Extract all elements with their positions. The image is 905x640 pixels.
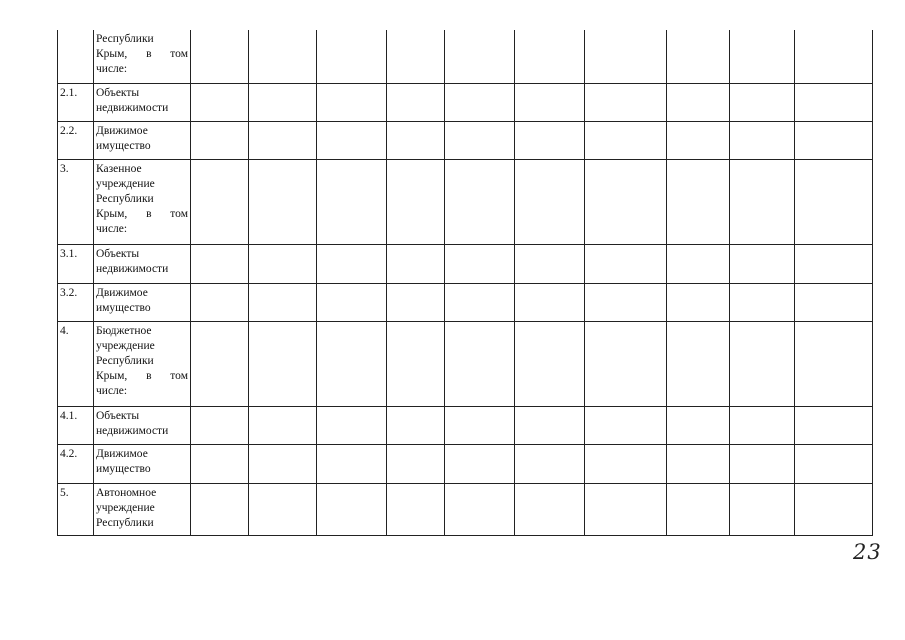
table-cell: [249, 406, 317, 444]
row-number: 3.1.: [58, 244, 94, 283]
table-cell: [585, 444, 667, 483]
table-cell: [585, 321, 667, 406]
table-cell: [445, 283, 515, 321]
table-cell: [317, 444, 387, 483]
table-cell: [795, 30, 873, 83]
table-cell: [730, 121, 795, 159]
table-row: [58, 406, 873, 444]
table-row: [58, 244, 873, 283]
row-number: 2.2.: [58, 121, 94, 159]
table-cell: [445, 83, 515, 121]
table-cell: [317, 83, 387, 121]
table-cell: [585, 244, 667, 283]
row-label: [94, 444, 191, 483]
table-cell: [730, 321, 795, 406]
table-cell: [191, 244, 249, 283]
table-cell: [249, 159, 317, 244]
table-cell: [515, 121, 585, 159]
row-label-line: числе:: [96, 63, 128, 76]
table-cell: [387, 244, 445, 283]
table-row: [58, 444, 873, 483]
row-label-line: Движимое: [96, 124, 148, 137]
table-cell: [515, 283, 585, 321]
row-label-line: Объекты: [96, 409, 140, 422]
table-cell: [730, 244, 795, 283]
table-cell: [191, 83, 249, 121]
table-cell: [445, 444, 515, 483]
row-label-line: имущество: [96, 301, 151, 314]
table-cell: [445, 159, 515, 244]
table-cell: [667, 121, 730, 159]
table-cell: [667, 444, 730, 483]
row-number: 4.: [58, 321, 94, 406]
table-cell: [795, 121, 873, 159]
row-label-line: недвижимости: [96, 262, 169, 275]
table-cell: [191, 444, 249, 483]
row-label-line: Казенное: [96, 162, 142, 175]
row-label-line: учреждение: [96, 501, 155, 514]
table-cell: [667, 321, 730, 406]
table-cell: [249, 321, 317, 406]
table-cell: [667, 406, 730, 444]
table-cell: [515, 321, 585, 406]
row-label-line: числе:: [96, 385, 128, 398]
table-cell: [249, 244, 317, 283]
table-cell: [667, 159, 730, 244]
table-cell: [191, 283, 249, 321]
row-label: [94, 30, 191, 83]
table-cell: [585, 83, 667, 121]
table-cell: [317, 30, 387, 83]
row-label-line: Крым, в том: [96, 48, 188, 61]
table-cell: [387, 159, 445, 244]
table-cell: [730, 444, 795, 483]
table-cell: [249, 483, 317, 535]
table-cell: [667, 283, 730, 321]
table-cell: [585, 159, 667, 244]
table-cell: [795, 321, 873, 406]
table-cell: [387, 83, 445, 121]
page-number: 23: [853, 540, 882, 564]
table-cell: [585, 483, 667, 535]
table-row: [58, 159, 873, 244]
row-label: [94, 283, 191, 321]
row-label: [94, 321, 191, 406]
table-cell: [191, 121, 249, 159]
row-label-line: Крым, в том: [96, 208, 188, 221]
table-cell: [515, 30, 585, 83]
table-cell: [387, 406, 445, 444]
table-cell: [585, 30, 667, 83]
table-cell: [445, 30, 515, 83]
table-cell: [445, 244, 515, 283]
row-label: [94, 406, 191, 444]
table-cell: [515, 444, 585, 483]
table-cell: [730, 406, 795, 444]
table-cell: [387, 321, 445, 406]
table-cell: [191, 321, 249, 406]
table-cell: [585, 283, 667, 321]
table-cell: [730, 30, 795, 83]
table-cell: [795, 406, 873, 444]
row-number: 3.: [58, 159, 94, 244]
table-cell: [191, 406, 249, 444]
table-row: [58, 283, 873, 321]
row-label-line: Объекты: [96, 247, 140, 260]
table-cell: [249, 30, 317, 83]
table-cell: [667, 244, 730, 283]
table-cell: [387, 30, 445, 83]
row-label-line: Крым, в том: [96, 370, 188, 383]
row-label-line: Автономное: [96, 486, 157, 499]
row-number: 3.2.: [58, 283, 94, 321]
row-label: [94, 83, 191, 121]
table-cell: [515, 244, 585, 283]
row-number: [58, 30, 94, 83]
row-label: [94, 483, 191, 535]
table-cell: [191, 30, 249, 83]
table-cell: [515, 83, 585, 121]
row-label-line: Бюджетное: [96, 324, 152, 337]
row-number: 4.1.: [58, 406, 94, 444]
table-cell: [730, 83, 795, 121]
table-cell: [515, 483, 585, 535]
table-cell: [515, 406, 585, 444]
table-cell: [795, 483, 873, 535]
row-label-line: недвижимости: [96, 424, 169, 437]
table-cell: [249, 121, 317, 159]
row-label: [94, 121, 191, 159]
table-cell: [667, 30, 730, 83]
row-label-line: учреждение: [96, 177, 155, 190]
table-cell: [317, 159, 387, 244]
table-cell: [317, 244, 387, 283]
table-cell: [317, 406, 387, 444]
table-cell: [730, 483, 795, 535]
table-cell: [317, 321, 387, 406]
table-cell: [191, 483, 249, 535]
table-row: [58, 30, 873, 83]
table-cell: [445, 483, 515, 535]
table-cell: [445, 121, 515, 159]
table-row: [58, 121, 873, 159]
row-label-line: Республики: [96, 33, 154, 45]
table-cell: [191, 159, 249, 244]
table-cell: [317, 483, 387, 535]
table-cell: [445, 406, 515, 444]
table-row: [58, 83, 873, 121]
table-cell: [249, 444, 317, 483]
row-label-line: имущество: [96, 462, 151, 475]
row-label-line: Республики: [96, 192, 154, 205]
row-label-line: Республики: [96, 354, 154, 367]
table-cell: [795, 283, 873, 321]
table-cell: [667, 483, 730, 535]
table-cell: [445, 321, 515, 406]
table-cell: [667, 83, 730, 121]
row-number: 5.: [58, 483, 94, 535]
row-number: 4.2.: [58, 444, 94, 483]
row-label-line: Движимое: [96, 447, 148, 460]
row-number: 2.1.: [58, 83, 94, 121]
row-label: [94, 244, 191, 283]
table-cell: [249, 283, 317, 321]
table-cell: [795, 444, 873, 483]
table-cell: [585, 406, 667, 444]
table-cell: [515, 159, 585, 244]
table-cell: [585, 121, 667, 159]
table-cell: [387, 444, 445, 483]
row-label-line: Движимое: [96, 286, 148, 299]
row-label-line: учреждение: [96, 339, 155, 352]
row-label-line: числе:: [96, 223, 128, 236]
table-cell: [795, 83, 873, 121]
row-label-line: имущество: [96, 139, 151, 152]
table-cell: [249, 83, 317, 121]
table-cell: [730, 159, 795, 244]
row-label-line: Объекты: [96, 86, 140, 99]
row-label-line: недвижимости: [96, 101, 169, 114]
table-cell: [387, 283, 445, 321]
table-cell: [387, 121, 445, 159]
table-cell: [317, 283, 387, 321]
table-cell: [387, 483, 445, 535]
table-row: [58, 321, 873, 406]
table-cell: [317, 121, 387, 159]
row-label-line: Республики: [96, 516, 154, 529]
table-cell: [730, 283, 795, 321]
table-cell: [795, 159, 873, 244]
table-row: [58, 483, 873, 535]
row-label: [94, 159, 191, 244]
table-cell: [795, 244, 873, 283]
data-table: [57, 30, 873, 536]
